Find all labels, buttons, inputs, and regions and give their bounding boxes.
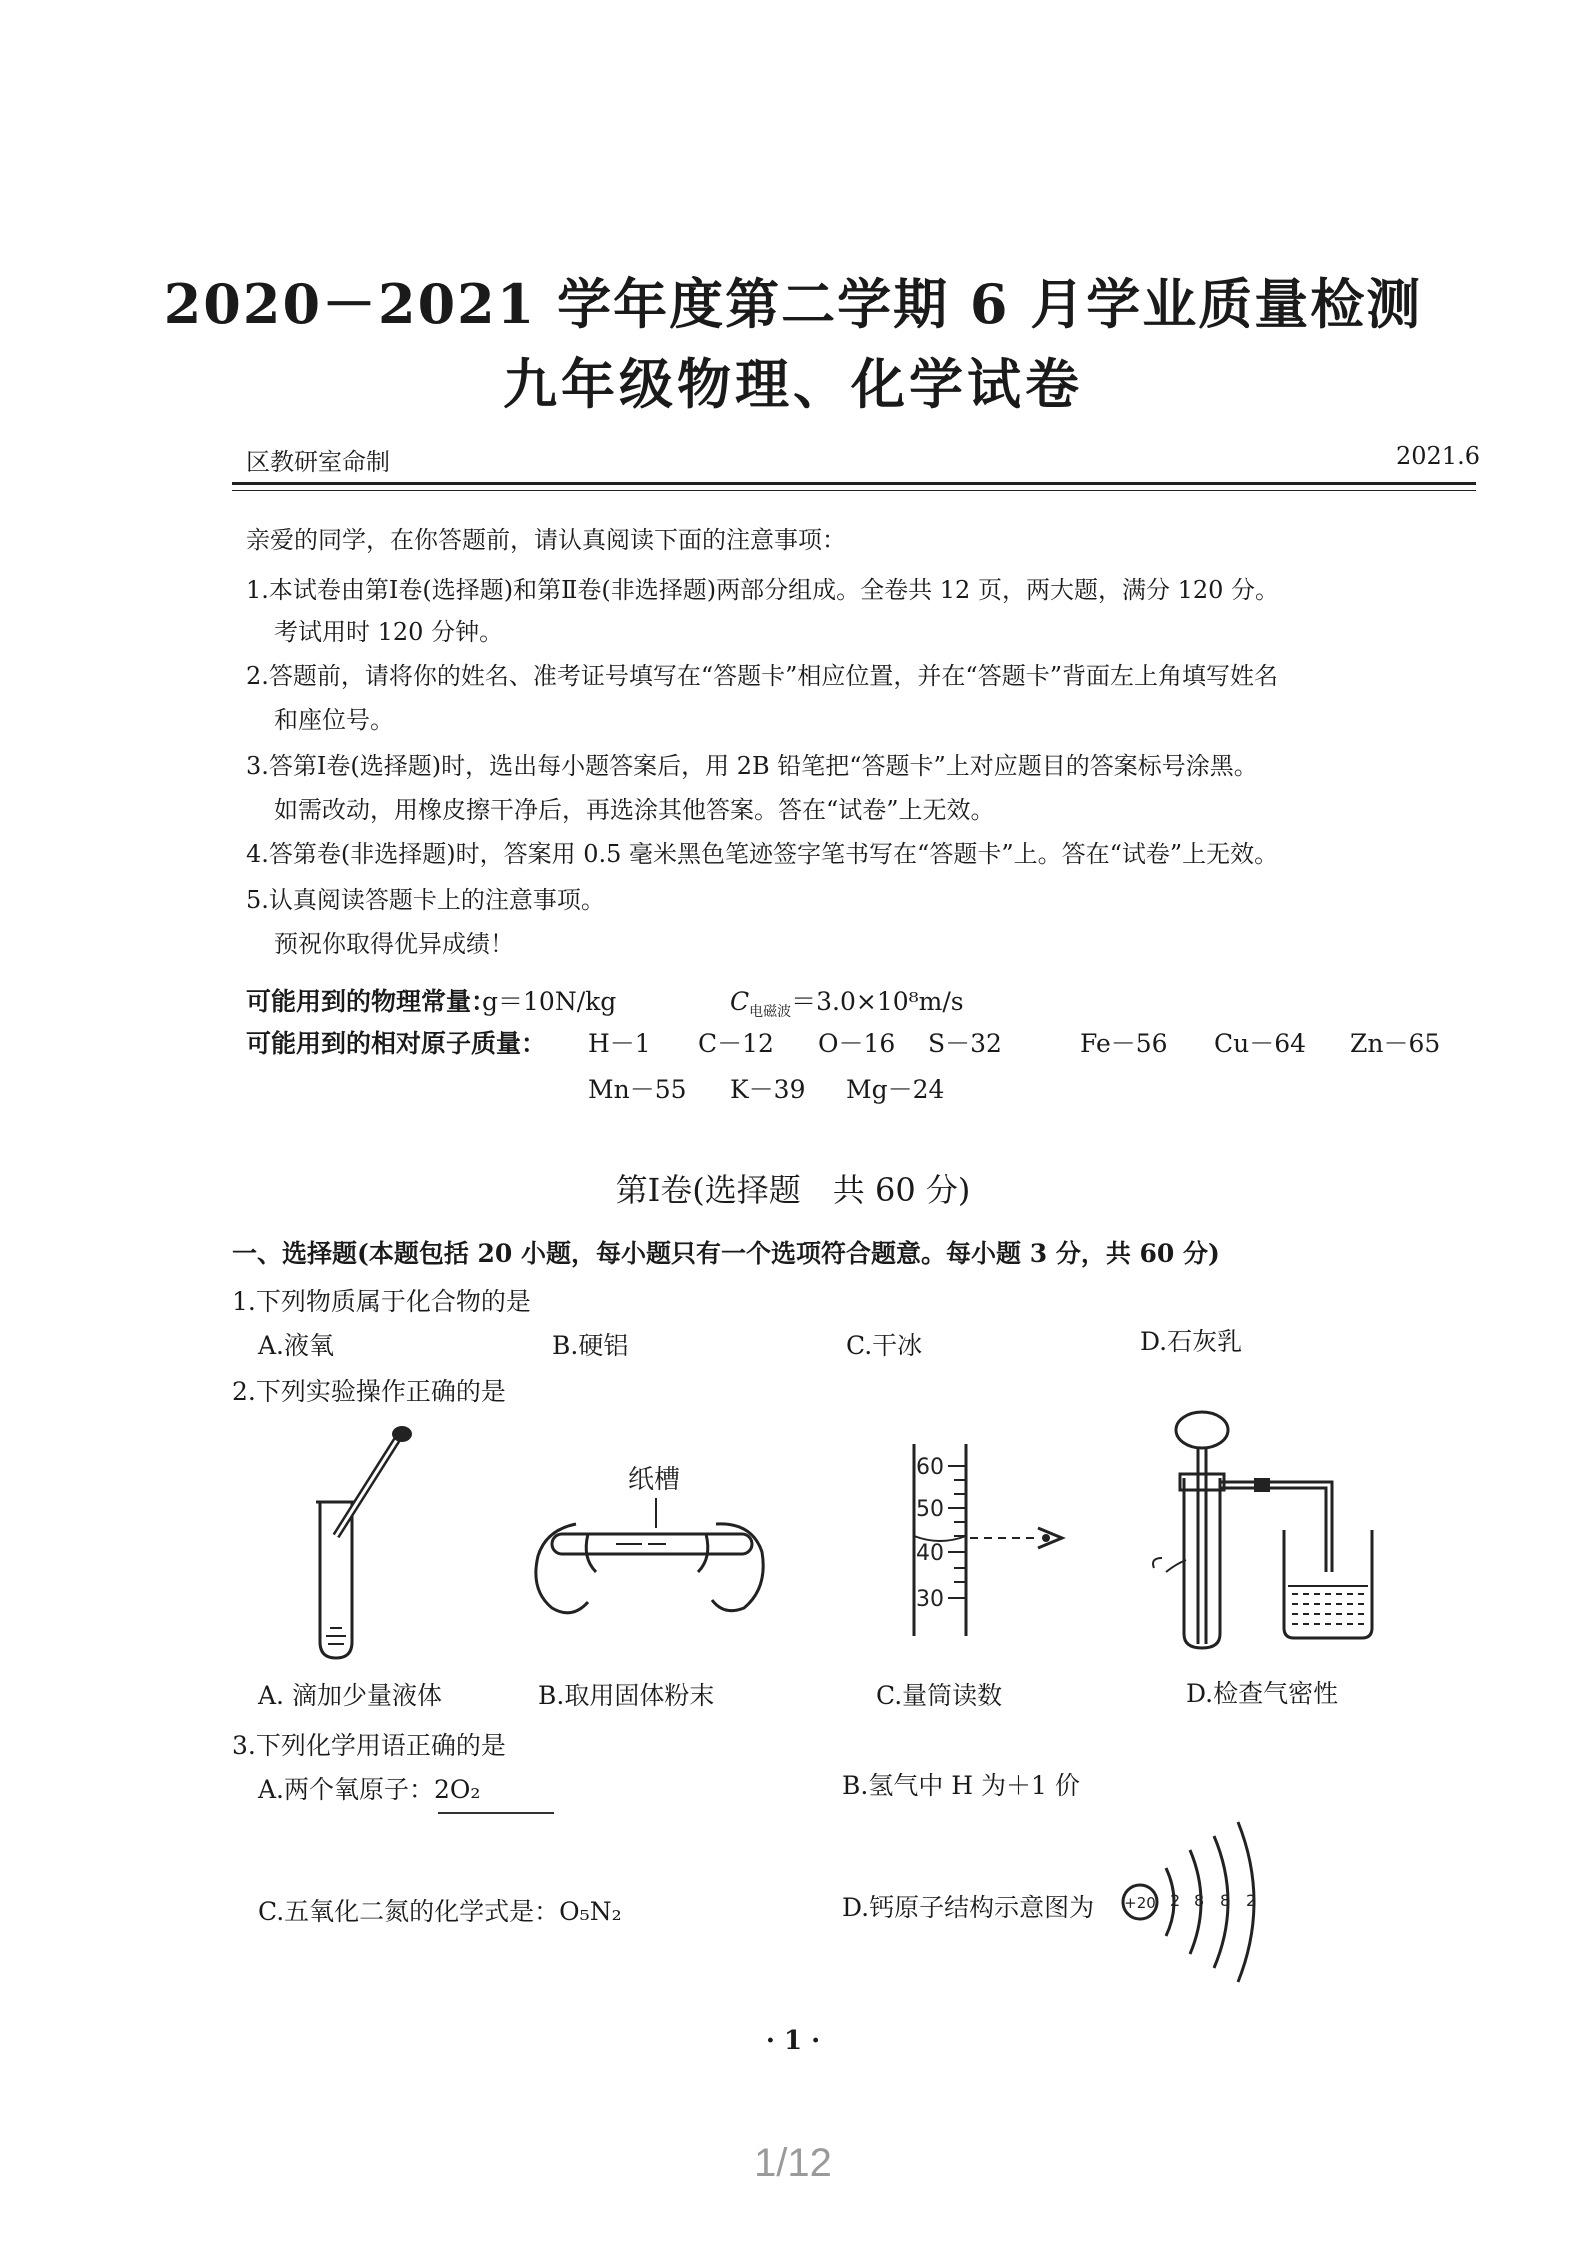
c-subscript: 电磁波 [749, 1004, 792, 1020]
nucleus-charge: +20 [1124, 1894, 1156, 1912]
atomic-mass-mn: Mn－55 [588, 1075, 687, 1104]
question-1-option-b: B.硬铝 [552, 1331, 629, 1360]
question-3-option-d: D.钙原子结构示意图为 [842, 1893, 1095, 1922]
question-1-option-c: C.干冰 [846, 1331, 923, 1360]
page-number: · 1 · [765, 2026, 821, 2056]
question-2-option-b: B.取用固体粉末 [538, 1681, 715, 1710]
wave-speed-constant [730, 982, 964, 1021]
handwritten-underline [438, 1812, 554, 1814]
electron-shell-count: 8 [1194, 1891, 1205, 1910]
c-symbol: C [730, 987, 750, 1016]
notice-line: 预祝你取得优异成绩！ [274, 930, 514, 958]
physics-constants-label: 可能用到的物理常量： [246, 987, 497, 1016]
electron-shell-count: 8 [1220, 1891, 1231, 1910]
atomic-mass-o: O－16 [818, 1029, 896, 1058]
dropper-test-tube-figure [290, 1414, 440, 1664]
header-rule-thick [232, 482, 1476, 485]
eye-icon [1038, 1528, 1062, 1548]
notice-line: 如需改动，用橡皮擦干净后，再选涂其他答案。答在“试卷”上无效。 [274, 796, 995, 824]
issuer-label: 区教研室命制 [246, 448, 390, 476]
notice-intro: 亲爱的同学，在你答题前，请认真阅读下面的注意事项： [246, 526, 846, 554]
question-2-option-d: D.检查气密性 [1186, 1679, 1339, 1708]
question-3-option-a: A.两个氧原子：2O₂ [258, 1775, 481, 1804]
question-2-stem: 2.下列实验操作正确的是 [232, 1377, 506, 1406]
atomic-mass-zn: Zn－65 [1350, 1029, 1441, 1058]
notice-line: 考试用时 120 分钟。 [274, 618, 504, 646]
exam-title-line2: 九年级物理、化学试卷 [503, 352, 1083, 416]
question-1-option-a: A.液氧 [258, 1331, 335, 1360]
cylinder-tick-label: 30 [916, 1587, 944, 1612]
graduated-cylinder-figure [896, 1440, 1086, 1640]
electron-shell-count: 2 [1170, 1891, 1181, 1910]
exam-date: 2021.6 [1396, 442, 1480, 470]
question-2-option-a: A. 滴加少量液体 [258, 1681, 442, 1710]
question-3-stem: 3.下列化学用语正确的是 [232, 1731, 506, 1760]
part1-heading: 一、选择题(本题包括 20 小题，每小题只有一个选项符合题意。每小题 3 分，共 60 分) [232, 1239, 1220, 1268]
atomic-mass-label: 可能用到的相对原子质量： [246, 1029, 547, 1058]
question-3-option-c: C.五氧化二氮的化学式是：O₅N₂ [258, 1897, 622, 1926]
airtightness-apparatus-figure [1136, 1408, 1376, 1658]
cylinder-tick-label: 50 [916, 1497, 944, 1522]
question-3-option-b: B.氢气中 H 为＋1 价 [842, 1771, 1080, 1800]
c-value: ＝3.0×10⁸m/s [791, 987, 964, 1016]
question-1-stem: 1.下列物质属于化合物的是 [232, 1287, 531, 1316]
page-indicator: 1/12 [754, 2141, 832, 2185]
atomic-mass-k: K－39 [730, 1075, 806, 1104]
atomic-mass-h: H－1 [588, 1029, 651, 1058]
paper-trough-figure [516, 1460, 776, 1640]
cylinder-tick-label: 60 [916, 1455, 944, 1480]
electron-shell-count: 2 [1246, 1891, 1257, 1910]
atomic-mass-s: S－32 [928, 1029, 1002, 1058]
calcium-atom-diagram [1110, 1808, 1290, 1988]
question-2-option-c: C.量筒读数 [876, 1681, 1003, 1710]
question-1-option-d: D.石灰乳 [1140, 1327, 1243, 1356]
paper-trough-label: 纸槽 [628, 1465, 681, 1495]
exam-title-line1: 2020－2021 学年度第二学期 6 月学业质量检测 [163, 272, 1423, 336]
atomic-mass-fe: Fe－56 [1080, 1029, 1168, 1058]
notice-line: 5.认真阅读答题卡上的注意事项。 [246, 886, 605, 914]
gravity-constant: g＝10N/kg [482, 987, 617, 1016]
atomic-mass-c: C－12 [698, 1029, 774, 1058]
notice-line: 1.本试卷由第Ⅰ卷(选择题)和第Ⅱ卷(非选择题)两部分组成。全卷共 12 页，两大题，满分 120 分。 [246, 576, 1280, 604]
notice-line: 和座位号。 [274, 706, 394, 734]
atomic-mass-mg: Mg－24 [846, 1075, 945, 1104]
cylinder-tick-label: 40 [916, 1541, 944, 1566]
section-title: 第Ⅰ卷(选择题 共 60 分) [615, 1171, 971, 1209]
header-rule-thin [232, 490, 1476, 491]
atomic-mass-cu: Cu－64 [1214, 1029, 1307, 1058]
notice-line: 3.答第Ⅰ卷(选择题)时，选出每小题答案后，用 2B 铅笔把“答题卡”上对应题目的答案标号涂黑。 [246, 752, 1258, 780]
notice-line: 2.答题前，请将你的姓名、准考证号填写在“答题卡”相应位置，并在“答题卡”背面左上角填写姓名 [246, 662, 1278, 690]
notice-line: 4.答第卷(非选择题)时，答案用 0.5 毫米黑色笔迹签字笔书写在“答题卡”上。答在“试卷”上无效。 [246, 840, 1279, 868]
